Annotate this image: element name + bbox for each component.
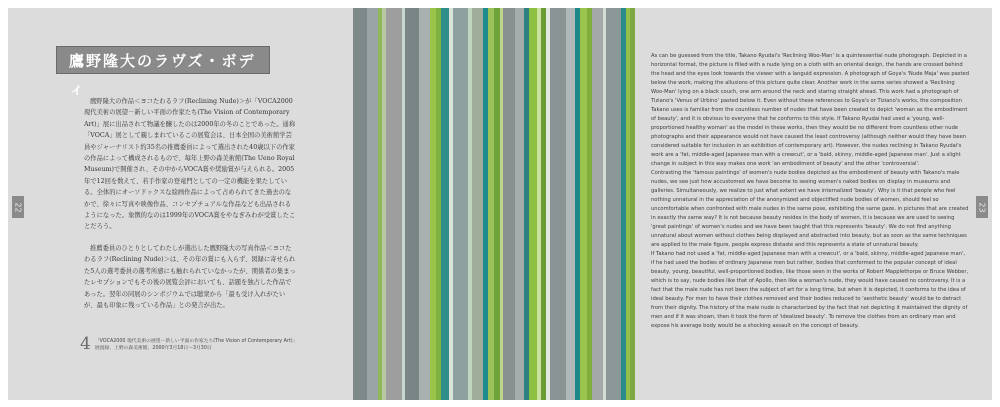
stripe xyxy=(488,8,495,400)
page-number-left-label: 22 xyxy=(13,201,23,213)
stripe-band xyxy=(353,8,635,400)
stripe xyxy=(550,8,566,400)
footnote xyxy=(80,336,300,353)
stripe xyxy=(386,8,402,400)
article-title: 鷹野隆大のラヴズ・ボディ xyxy=(56,46,270,74)
en-paragraph: Contrasting the 'famous paintings' of women's nude bodies depicted as the embodiment of beauty with Takano's male nudes, we see just how accustomed we have become to seeing women's naked bodies on display in museums and galleries. Simultaneously, we realize to just what extent we have internalized 'beauty'. Why is it that people who feel nothing unnatural in the appreciation of the anonymized and objectified nude bodies of women, should feel so uncomfortable when confronted with male nudes in the same pose, exhibiting the same gaze, in pictures that are created in exactly the same way? It is not because beauty resides in the body of women, it is because we are used to seeing 'great paintings' of women's nudes and we have been taught that this represents 'beauty'. We do not find anything unnatural about women without clothes being displayed and abstracted into beauty, but as soon as the same techniques are applied to the male figure, people express distaste and this represents a state of unnatural beauty. xyxy=(651,170,969,249)
stripe xyxy=(580,8,587,400)
stripe xyxy=(529,8,537,400)
japanese-body-text xyxy=(84,96,296,321)
en-paragraph: If Takano had not used a 'fat, middle-aged Japanese man with a crewcut', or a 'bald, skinny, middle-aged Japanese man', if he had used the bodies of ordinary Japanese men but rather, bodies that conformed to the popular concept of ideal beauty, young, beautiful, well-proportioned bodies, like those seen in the works of Robert Mapplethorpe or Bruce Webber, which is to say, nude bodies like that of Apollo, then like a woman's nude, they would have caused no controversy. It is a fact that the male nude has not been the subject of art for a long time, but when it is depicted, it conforms to the idea of ideal beauty. For men to have their clothes removed and their bodies reduced to 'aesthetic beauty' would be to detract from their dignity. The history of the male nude is characterized by the fact that not depicting it maintained the dignity of men and if it was shown, then it took the form of 'idealized beauty'. To remove the clothes from an ordinary man and expose his average body would be a shocking assault on the concept of beauty. xyxy=(651,251,969,330)
en-paragraph: As can be guessed from the title, Takano Ryudai's 'Reclining Woo-Man' is a quintessential nude photograph. Depicted in a horizontal format, the picture is filled with a nude lying on a cloth with an oriental design, the hands are crossed behind the head and the eyes look towards the viewer with a languid expression. A photograph of Goya's 'Nude Maja' was pasted below the work, making the allusions of this picture quite clear. Another work in the same series showed a 'Reclining Woo-Man' lying on a black couch, one arm around the neck and staring straight ahead. This work had a photograph of Tiziano's 'Venus of Urbino' pasted below it. Even without these references to Goya's or Tiziano's works, the composition Takano uses is familiar from the countless number of nudes that have been created to depict 'woman as the embodiment of beauty', and it is obvious to everyone that he conforms to this style. If Takano Ryudai had used a 'young, well-proportioned healthy woman' as the model in these works, then they would be no different from countless other nude photographs and their appearance would not have caused the least controversy (although neither would they have been considered suitable for inclusion in an exhibition of contemporary art). However, the nudes reclining in Takano Ryudai's work are a 'fat, middle-aged Japanese man with a crewcut', or a 'bald, skinny, middle-aged Japanese man'. Just a slight change in subject in this way makes one work 'an embodiment of beauty' and the other 'controversial'. xyxy=(651,53,970,168)
page-number-right-label: 23 xyxy=(977,201,987,213)
stripe xyxy=(441,8,449,400)
page-number-right xyxy=(976,196,988,218)
jp-paragraph: 鷹野隆大の作品＜ヨコたわるラフ(Reclining Nude)＞が「VOCA2000現代美術の展望－新しい平面の作家たち(The Vision of Contemporary Art)」展に出品されて物議を醸したのは2000年の冬のことであった。通称「VOCA」展として親しまれているこの展覧会は、日本全国の美術館学芸員やジャーナリスト約35名の推薦委員によって選出された40歳以下の作家の作品によって構成されるもので、毎年上野の森美術館(The Ueno Royal Museum)で開催され、その中からVOCA賞や奨励賞が与えられる。2005年で12回を数えて、若手作家の登竜門としての一定の機能を果たしている。全体的にオーソドックスな絵画作品によって占められてきた過去のなかで、徐々に写真や映像作品、コンセプチュアルな作品なども出品されるようになった。象徴的なのは1999年のVOCA賞をやなぎみわが受賞したことだろう。 xyxy=(84,98,296,231)
page-number-left xyxy=(12,196,24,218)
stripe xyxy=(606,8,621,400)
stripe xyxy=(453,8,469,400)
stripe xyxy=(515,8,524,400)
english-body-text xyxy=(651,52,969,331)
stripe xyxy=(592,8,603,400)
stripe xyxy=(630,8,635,400)
stripe xyxy=(405,8,419,400)
stripe xyxy=(503,8,514,400)
stripe xyxy=(472,8,483,400)
stripe xyxy=(353,8,367,400)
stripe xyxy=(566,8,575,400)
footnote-text: 「VOCA2000 現代美術の展望－新しい平面の作家たち(The Vision of Contemporary Art)」展図録、上野の森美術館、2000年3月18日～3月30日 xyxy=(94,339,298,351)
footnote-number: 4 xyxy=(80,334,91,354)
stripe xyxy=(419,8,430,400)
stripe xyxy=(367,8,378,400)
jp-paragraph: 推薦委員のひとりとしてわたしが選出した鷹野隆大の写真作品＜ヨコたわるラフ(Reclining Nude)＞は、その年の賞にも入らず、図録に寄せられた5人の選考委員の選考所感にも触れられていなかったが、関係者の集まったレセプションでもその後の展覧会評においても、話題を独占した作品であった。翌年の同展のシンポジウムでは聴衆から「最も受け入れがたいが、最も印象に残っている作品」との発言が出た。 xyxy=(84,244,296,309)
